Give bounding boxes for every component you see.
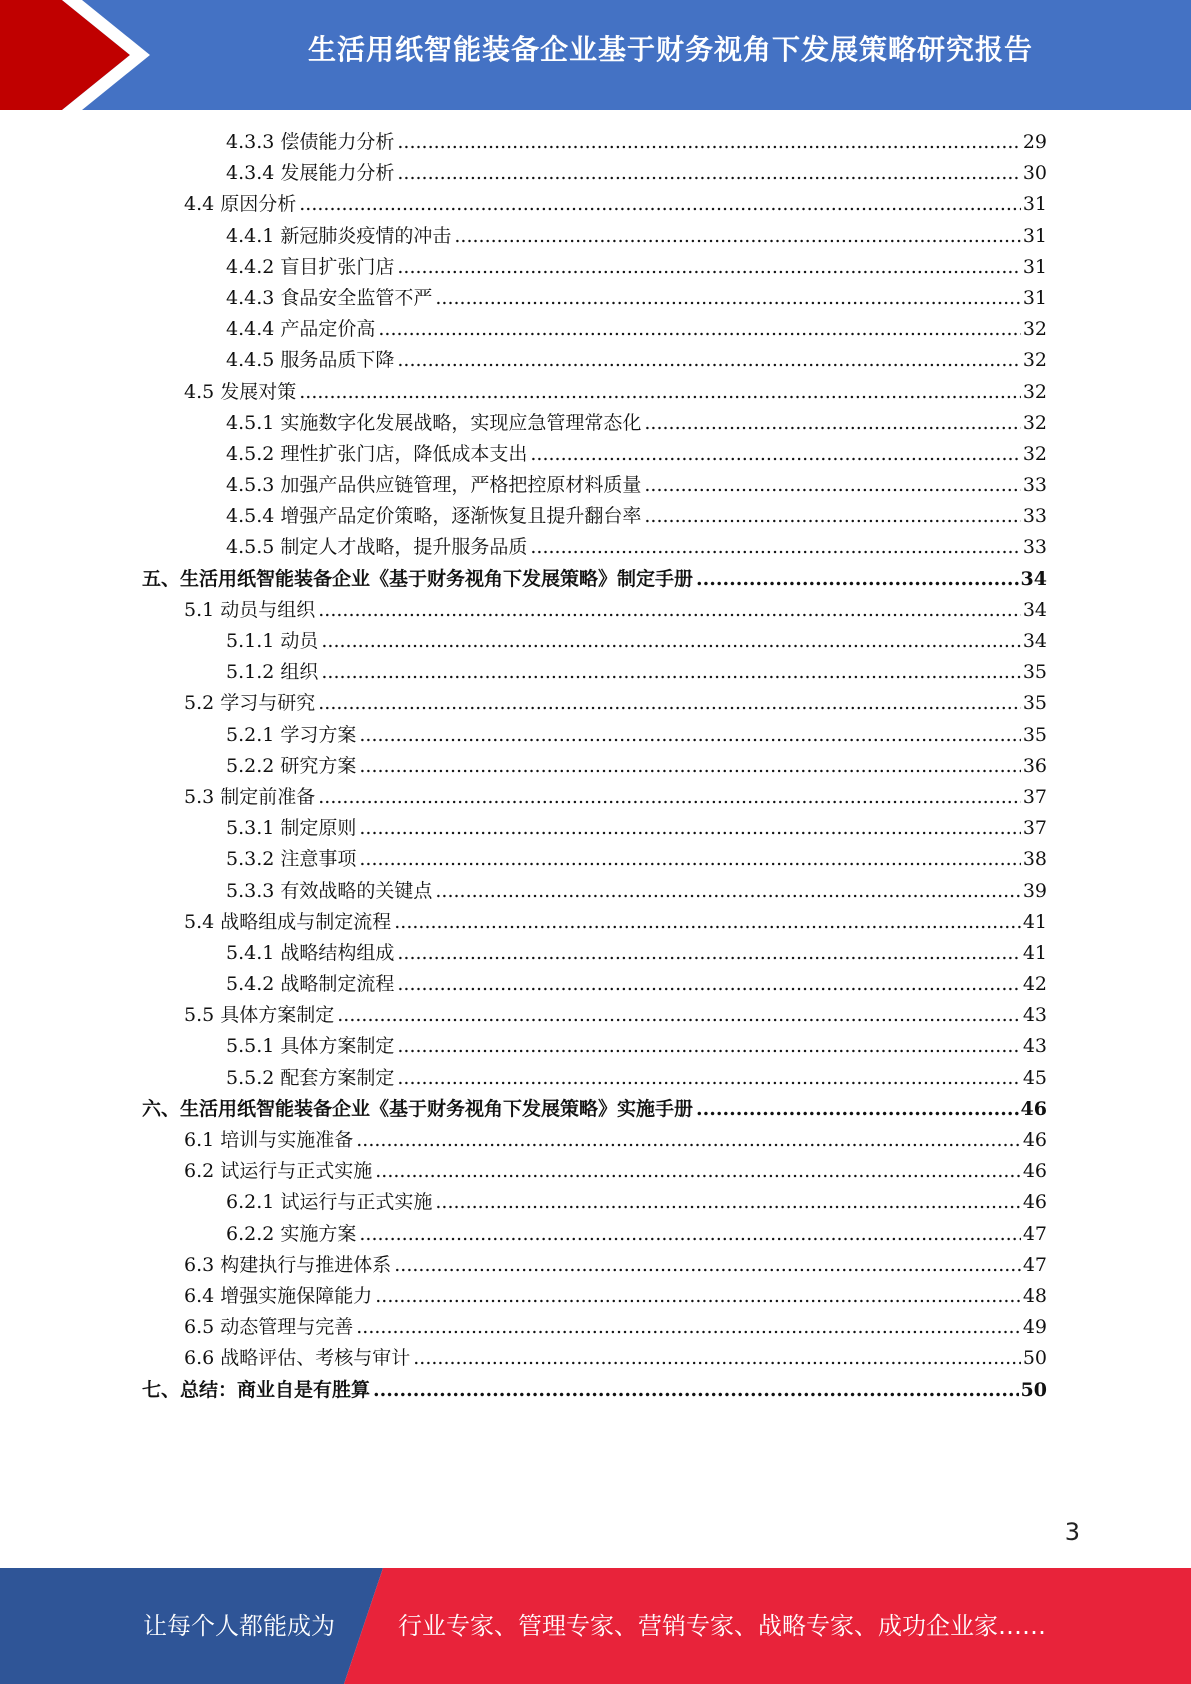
toc-dot-leader [359,720,1020,751]
toc-entry-page: 41 [1022,910,1047,933]
footer-slogan-right: 行业专家、管理专家、营销专家、战略专家、成功企业家…… [398,1612,1046,1640]
toc-dot-leader [356,1125,1021,1156]
toc-entry[interactable] [142,782,1047,813]
toc-dot-leader [337,1000,1021,1031]
toc-entry-page: 35 [1022,661,1047,684]
toc-entry[interactable] [142,1343,1047,1374]
toc-entry-page: 33 [1022,474,1047,497]
toc-dot-leader [321,657,1020,688]
toc-entry-title: 五、生活用纸智能装备企业《基于财务视角下发展策略》制定手册 [142,567,694,590]
toc-dot-leader [644,501,1020,532]
toc-entry[interactable] [142,969,1047,1000]
toc-entry-title: 4.5.1 实施数字化发展战略，实现应急管理常态化 [226,411,642,434]
toc-entry-title: 5.2 学习与研究 [184,692,316,715]
toc-entry-title: 5.3 制定前准备 [184,785,316,808]
toc-entry[interactable] [142,1000,1047,1031]
toc-dot-leader [397,1063,1020,1094]
toc-entry[interactable] [142,501,1047,532]
toc-entry-page: 48 [1022,1284,1047,1307]
toc-entry-page: 37 [1022,785,1047,808]
toc-entry-title: 4.4.3 食品安全监管不严 [226,286,433,309]
toc-entry-page: 32 [1022,411,1047,434]
toc-entry-title: 5.3.2 注意事项 [226,848,357,871]
toc-dot-leader [397,1031,1020,1062]
toc-entry[interactable] [142,720,1047,751]
toc-entry[interactable] [142,1312,1047,1343]
toc-entry-page: 34 [1020,567,1047,590]
toc-entry-title: 5.2.1 学习方案 [226,723,357,746]
table-of-contents [142,127,1047,1406]
document-title: 生活用纸智能装备企业基于财务视角下发展策略研究报告 [307,33,1033,66]
toc-entry-page: 35 [1022,723,1047,746]
toc-entry[interactable] [142,1281,1047,1312]
toc-entry-page: 37 [1022,817,1047,840]
toc-entry[interactable] [142,564,1047,595]
toc-dot-leader [397,127,1020,158]
toc-entry-title: 4.4.5 服务品质下降 [226,349,395,372]
toc-dot-leader [299,377,1021,408]
toc-entry[interactable] [142,876,1047,907]
toc-entry[interactable] [142,1094,1047,1125]
toc-dot-leader [321,626,1020,657]
toc-dot-leader [318,688,1021,719]
toc-dot-leader [435,283,1020,314]
toc-dot-leader [397,158,1020,189]
toc-entry[interactable] [142,532,1047,563]
toc-entry-title: 5.1.2 组织 [226,661,319,684]
toc-entry[interactable] [142,844,1047,875]
page-number: 3 [1064,1518,1080,1546]
toc-entry-title: 4.3.4 发展能力分析 [226,162,395,185]
toc-entry-page: 38 [1022,848,1047,871]
toc-entry-title: 4.4.2 盲目扩张门店 [226,255,395,278]
toc-entry-page: 46 [1020,1097,1047,1120]
toc-dot-leader [318,782,1021,813]
toc-entry[interactable] [142,1187,1047,1218]
toc-dot-leader [373,1375,1019,1406]
toc-dot-leader [299,189,1021,220]
toc-entry-page: 35 [1022,692,1047,715]
toc-dot-leader [378,314,1020,345]
toc-entry-page: 31 [1022,286,1047,309]
toc-entry-page: 34 [1022,598,1047,621]
toc-dot-leader [397,938,1020,969]
toc-entry[interactable] [142,408,1047,439]
toc-dot-leader [394,907,1021,938]
toc-entry-title: 4.5.3 加强产品供应链管理，严格把控原材料质量 [226,474,642,497]
toc-entry[interactable] [142,158,1047,189]
toc-entry-title: 5.4.2 战略制定流程 [226,973,395,996]
toc-dot-leader [696,564,1019,595]
toc-dot-leader [454,221,1020,252]
toc-dot-leader [359,813,1020,844]
toc-entry-page: 50 [1022,1347,1047,1370]
toc-entry-page: 39 [1022,879,1047,902]
toc-entry-page: 42 [1022,973,1047,996]
toc-dot-leader [318,595,1021,626]
toc-dot-leader [530,532,1020,563]
toc-entry-page: 32 [1022,349,1047,372]
toc-entry-page: 34 [1022,630,1047,652]
toc-entry-title: 5.3.1 制定原则 [226,817,357,840]
toc-entry-title: 6.2.2 实施方案 [226,1222,357,1245]
toc-entry[interactable] [142,1031,1047,1062]
toc-entry-title: 5.5.2 配套方案制定 [226,1066,395,1089]
toc-entry-title: 4.5.2 理性扩张门店，降低成本支出 [226,442,528,465]
toc-entry-title: 6.2.1 试运行与正式实施 [226,1191,433,1214]
toc-entry-title: 6.6 战略评估、考核与审计 [184,1347,411,1370]
toc-entry-title: 4.4.4 产品定价高 [226,318,376,341]
toc-dot-leader [435,1187,1020,1218]
toc-entry-page: 30 [1022,162,1047,185]
toc-entry-page: 43 [1022,1035,1047,1058]
toc-entry[interactable] [142,189,1047,220]
toc-dot-leader [359,844,1020,875]
page-header [0,0,1191,110]
toc-entry-page: 32 [1022,318,1047,341]
toc-entry-page: 31 [1022,255,1047,278]
toc-entry[interactable] [142,470,1047,501]
toc-entry-title: 5.3.3 有效战略的关键点 [226,879,433,902]
toc-dot-leader [359,1219,1020,1250]
toc-entry-title: 6.4 增强实施保障能力 [184,1284,373,1307]
toc-entry[interactable] [142,439,1047,470]
toc-entry[interactable] [142,657,1047,688]
toc-entry-title: 4.5.4 增强产品定价策略，逐渐恢复且提升翻台率 [226,505,642,528]
toc-entry-title: 5.4 战略组成与制定流程 [184,910,392,933]
toc-entry-title: 4.5 发展对策 [184,380,297,403]
toc-dot-leader [413,1343,1021,1374]
toc-entry[interactable] [142,907,1047,938]
toc-dot-leader [375,1281,1021,1312]
toc-entry[interactable] [142,1125,1047,1156]
toc-entry[interactable] [142,345,1047,376]
toc-dot-leader [530,439,1020,470]
header-chevron-graphic [0,0,150,110]
toc-entry-page: 33 [1022,536,1047,559]
toc-dot-leader [375,1156,1021,1187]
toc-entry[interactable] [142,283,1047,314]
toc-entry-title: 七、总结：商业自是有胜算 [142,1378,371,1401]
toc-entry-page: 36 [1022,754,1047,777]
toc-entry[interactable] [142,751,1047,782]
toc-entry-title: 6.1 培训与实施准备 [184,1129,354,1151]
footer-slogan-left: 让每个人都能成为 [143,1612,335,1640]
toc-entry-page: 41 [1022,941,1047,964]
toc-dot-leader [397,969,1020,1000]
toc-dot-leader [644,470,1020,501]
toc-entry[interactable] [142,813,1047,844]
toc-entry[interactable] [142,1063,1047,1094]
toc-entry[interactable] [142,314,1047,345]
toc-entry[interactable] [142,1219,1047,1250]
toc-entry-title: 六、生活用纸智能装备企业《基于财务视角下发展策略》实施手册 [142,1097,694,1120]
toc-entry-title: 5.1.1 动员 [226,630,319,652]
toc-dot-leader [435,876,1020,907]
toc-entry-page: 46 [1022,1160,1047,1183]
toc-dot-leader [644,408,1020,439]
toc-entry[interactable] [142,127,1047,158]
toc-entry[interactable] [142,938,1047,969]
toc-entry-title: 5.5 具体方案制定 [184,1004,335,1027]
toc-entry[interactable] [142,626,1047,657]
toc-entry[interactable] [142,1375,1047,1406]
toc-entry-title: 4.5.5 制定人才战略，提升服务品质 [226,536,528,559]
toc-dot-leader [397,252,1020,283]
toc-entry-page: 33 [1022,505,1047,528]
toc-entry-page: 47 [1022,1253,1047,1276]
toc-entry-title: 6.2 试运行与正式实施 [184,1160,373,1183]
toc-entry-title: 5.2.2 研究方案 [226,754,357,777]
toc-entry-page: 50 [1020,1378,1047,1401]
toc-entry-page: 31 [1022,224,1047,247]
toc-entry[interactable] [142,221,1047,252]
toc-entry-page: 46 [1022,1191,1047,1214]
toc-entry-title: 5.1 动员与组织 [184,598,316,621]
toc-entry-page: 31 [1022,193,1047,216]
toc-entry-page: 29 [1022,131,1047,153]
toc-entry-page: 32 [1022,442,1047,465]
header-red-block [0,0,130,110]
toc-entry-title: 6.3 构建执行与推进体系 [184,1253,392,1276]
page-footer [0,1568,1191,1684]
toc-entry-title: 5.4.1 战略结构组成 [226,941,395,964]
toc-entry[interactable] [142,1156,1047,1187]
toc-entry[interactable] [142,252,1047,283]
toc-entry-title: 5.5.1 具体方案制定 [226,1035,395,1058]
toc-entry[interactable] [142,377,1047,408]
toc-dot-leader [397,345,1020,376]
toc-entry[interactable] [142,595,1047,626]
toc-entry-page: 47 [1022,1222,1047,1245]
toc-dot-leader [356,1312,1021,1343]
toc-entry-title: 4.3.3 偿债能力分析 [226,131,395,153]
toc-entry-page: 45 [1022,1066,1047,1089]
toc-entry-page: 49 [1022,1316,1047,1339]
toc-entry[interactable] [142,1250,1047,1281]
toc-dot-leader [696,1094,1019,1125]
toc-entry-page: 32 [1022,380,1047,403]
toc-entry-page: 46 [1022,1129,1047,1151]
toc-dot-leader [394,1250,1021,1281]
toc-dot-leader [359,751,1020,782]
toc-entry-title: 4.4 原因分析 [184,193,297,216]
toc-entry-title: 4.4.1 新冠肺炎疫情的冲击 [226,224,452,247]
toc-entry[interactable] [142,688,1047,719]
toc-entry-page: 43 [1022,1004,1047,1027]
toc-entry-title: 6.5 动态管理与完善 [184,1316,354,1339]
